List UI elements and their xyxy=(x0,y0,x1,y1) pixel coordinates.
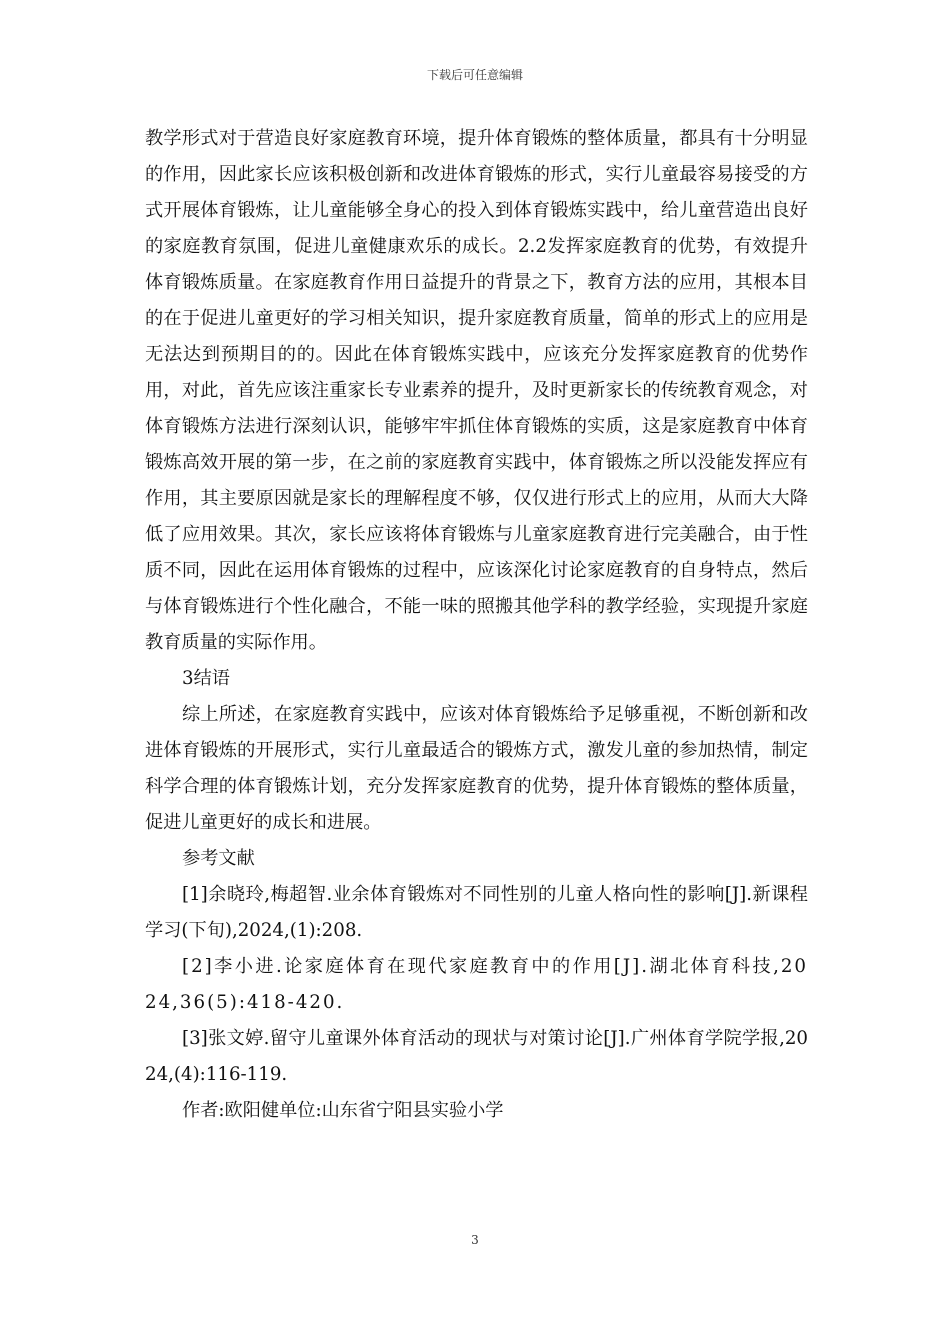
document-body xyxy=(145,121,808,1129)
conclusion-paragraph: 综上所述，在家庭教育实践中，应该对体育锻炼给予足够重视，不断创新和改进体育锻炼的开展形式，实行儿童最适合的锻炼方式，激发儿童的参加热情，制定科学合理的体育锻炼计划，充分发挥家庭教育的优势，提升体育锻炼的整体质量，促进儿童更好的成长和进展。 xyxy=(145,704,808,833)
references-heading: 参考文献 xyxy=(182,848,255,869)
page-header-note: 下载后可任意编辑 xyxy=(426,68,523,82)
reference-item-1: [1]余晓玲,梅超智.业余体育锻炼对不同性别的儿童人格向性的影响[J].新课程学习(下旬),2024,(1):208. xyxy=(145,884,808,941)
reference-item-2: [2]李小进.论家庭体育在现代家庭教育中的作用[J].湖北体育科技,2024,36(5):418-420. xyxy=(145,956,808,1013)
reference-item-3: [3]张文婷.留守儿童课外体育活动的现状与对策讨论[J].广州体育学院学报,2024,(4):116-119. xyxy=(145,1028,808,1085)
section-heading-conclusion: 3结语 xyxy=(182,668,230,689)
body-paragraph: 教学形式对于营造良好家庭教育环境，提升体育锻炼的整体质量，都具有十分明显的作用，因此家长应该积极创新和改进体育锻炼的形式，实行儿童最容易接受的方式开展体育锻炼，让儿童能够全身心的投入到体育锻炼实践中，给儿童营造出良好的家庭教育氛围，促进儿童健康欢乐的成长。2.2发挥家庭教育的优势，有效提升体育锻炼质量。在家庭教育作用日益提升的背景之下，教育方法的应用，其根本目的在于促进儿童更好的学习相关知识，提升家庭教育质量，简单的形式上的应用是无法达到预期目的的。因此在体育锻炼实践中，应该充分发挥家庭教育的优势作用，对此，首先应该注重家长专业素养的提升，及时更新家长的传统教育观念，对体育锻炼方法进行深刻认识，能够牢牢抓住体育锻炼的实质，这是家庭教育中体育锻炼高效开展的第一步，在之前的家庭教育实践中，体育锻炼之所以没能发挥应有作用，其主要原因就是家长的理解程度不够，仅仅进行形式上的应用，从而大大降低了应用效果。其次，家长应该将体育锻炼与儿童家庭教育进行完美融合，由于性质不同，因此在运用体育锻炼的过程中，应该深化讨论家庭教育的自身特点，然后与体育锻炼进行个性化融合，不能一味的照搬其他学科的教学经验，实现提升家庭教育质量的实际作用。 xyxy=(145,128,808,653)
author-line: 作者:欧阳健单位:山东省宁阳县实验小学 xyxy=(182,1100,504,1121)
page-number: 3 xyxy=(471,1233,479,1247)
